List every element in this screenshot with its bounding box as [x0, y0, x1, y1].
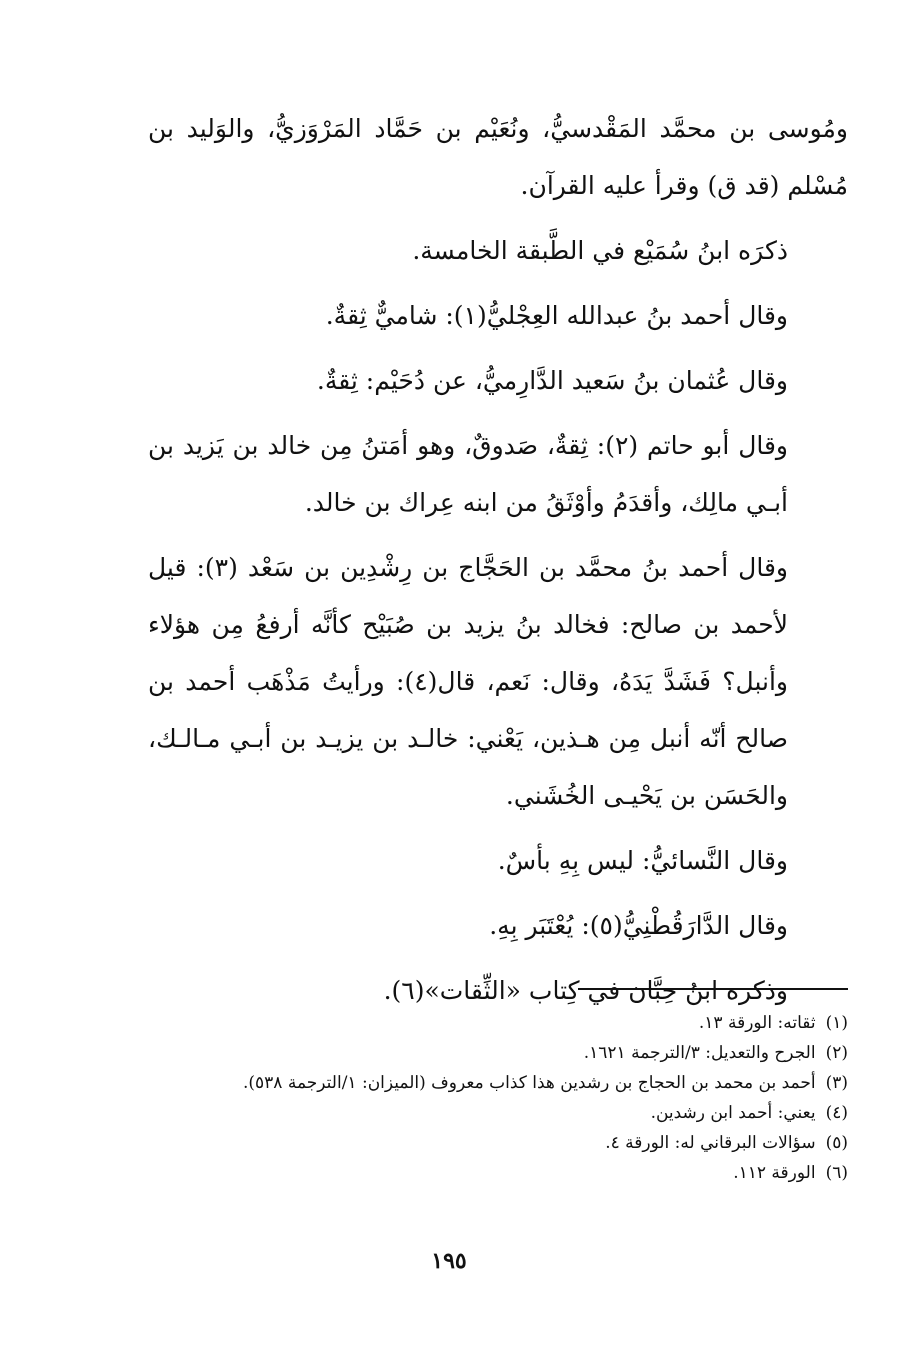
- footnote: [148, 1068, 848, 1098]
- paragraph: وقال الدَّارَقُطْنِيُّ(٥): يُعْتَبَر بِهِ.: [489, 911, 788, 940]
- footnote: [148, 1098, 848, 1128]
- paragraph: وقال أبو حاتم (٢): ثِقةٌ، صَدوقٌ، وهو أمَتنُ مِن خالد بن يَزيد بن أبـي مالِك، وأقدَمُ وأوْثَقُ من ابنه عِراك بن خالد.: [148, 431, 788, 517]
- footnote-number: (٢): [825, 1043, 848, 1063]
- paragraph: وقال عُثمان بنُ سَعيد الدَّارِميُّ، عن دُحَيْم: ثِقةٌ.: [316, 366, 788, 395]
- footnote-divider: [578, 988, 848, 990]
- paragraph: وقال النَّسائيُّ: ليس بِهِ بأسٌ.: [497, 846, 788, 875]
- paragraph: وذكره ابنُ حِبَّان في كِتاب «الثِّقات»(٦).: [383, 976, 788, 1005]
- footnote-text: يعني: أحمد ابن رشدين.: [650, 1103, 816, 1123]
- paragraph: ذكرَه ابنُ سُمَيْع في الطَّبقة الخامسة.: [412, 236, 788, 265]
- footnote-text: سؤالات البرقاني له: الورقة ٤.: [605, 1133, 816, 1153]
- footnote-number: (١): [825, 1013, 848, 1033]
- footnote: [148, 1038, 848, 1068]
- paragraph: ومُوسى بن محمَّد المَقْدسيُّ، ونُعَيْم بن حَمَّاد المَرْوَزيُّ، والوَليد بن مُسْلم (قد ق) وقرأ عليه القرآن.: [148, 114, 848, 200]
- footnote-number: (٦): [825, 1163, 848, 1183]
- footnote: [148, 1158, 848, 1188]
- paragraph: وقال أحمد بنُ عبدالله العِجْليُّ(١): شاميٌّ ثِقةٌ.: [325, 301, 788, 330]
- footnote: [148, 1008, 848, 1038]
- footnote-text: الورقة ١١٢.: [733, 1163, 816, 1183]
- footnote-text: ثقاته: الورقة ١٣.: [698, 1013, 816, 1033]
- footnotes: [148, 1008, 848, 1188]
- footnote-number: (٣): [825, 1073, 848, 1093]
- footnote-number: (٤): [825, 1103, 848, 1123]
- footnote: [148, 1128, 848, 1158]
- paragraph: وقال أحمد بنُ محمَّد بن الحَجَّاج بن رِشْدِين بن سَعْد (٣): قيل لأحمد بن صالح: فخالد بنُ يزيد بن صُبَيْح كأنَّه أرفعُ مِن هؤلاء وأنبل؟ فَشَدَّ يَدَهُ، وقال: نَعم، قال(٤): ورأيتُ مَذْهَب أحمد بن صالح أنّه أنبل مِن هـذين، يَعْني: خالـد بن يزيـد بن أبـي مـالـك، والحَسَن بن يَحْيـى الخُشَني.: [148, 553, 788, 810]
- page-number: ١٩٥: [431, 1248, 467, 1274]
- footnote-text: الجرح والتعديل: ٣/الترجمة ١٦٢١.: [583, 1043, 816, 1063]
- main-text: [148, 100, 848, 1027]
- footnote-number: (٥): [825, 1133, 848, 1153]
- footnote-text: أحمد بن محمد بن الحجاج بن رشدين هذا كذاب معروف (الميزان: ١/الترجمة ٥٣٨).: [242, 1073, 816, 1093]
